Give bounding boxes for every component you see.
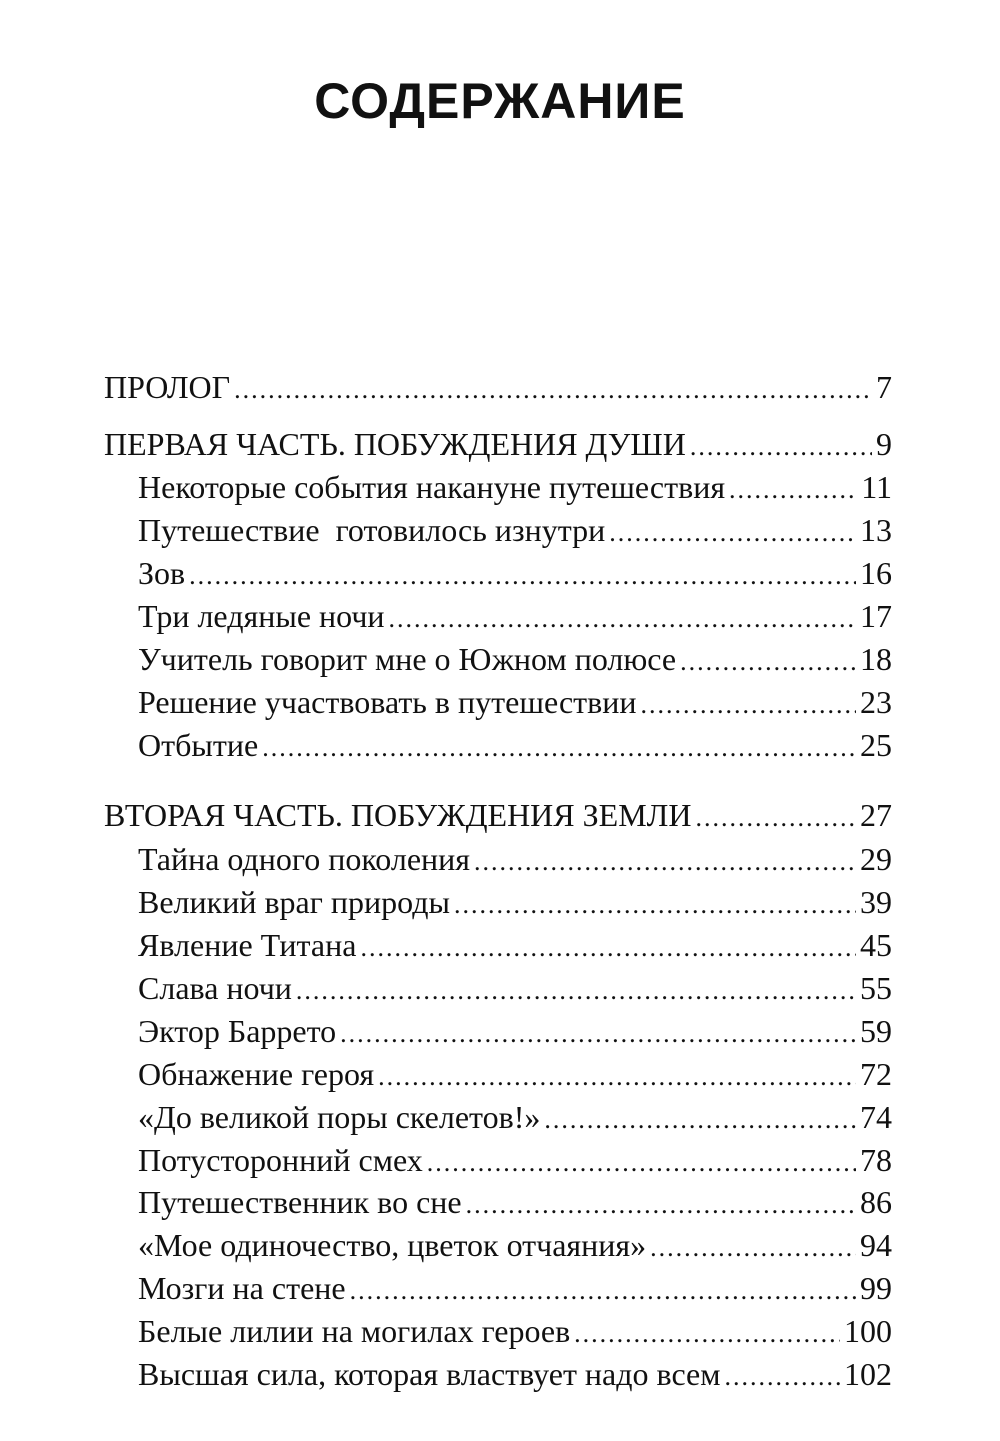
toc-entry-chapter [138,1141,892,1179]
toc-entry-chapter [138,840,892,878]
toc-entry-page: 13 [860,512,892,548]
toc-entry-page: 99 [860,1270,892,1306]
toc-entry-page: 9 [876,426,892,462]
toc-entry-page: 17 [860,598,892,634]
toc-entry-chapter [138,597,892,635]
dot-leader [544,1101,856,1139]
toc-entry-title: Отбытие [138,727,259,763]
toc-entry-title: Обнажение героя [138,1056,375,1092]
toc-entry-title: ПРОЛОГ [104,369,231,405]
dot-leader [474,843,856,881]
toc-entry-part [104,425,892,463]
dot-leader [454,886,856,924]
toc-entry-page: 78 [860,1142,892,1178]
toc-entry-chapter [138,1226,892,1264]
toc-entry-title: «До великой поры скелетов!» [138,1099,541,1135]
dot-leader [729,471,857,509]
dot-leader [378,1058,856,1096]
toc-entry-page: 45 [860,927,892,963]
toc-entry-title: Некоторые события накануне путешествия [138,469,726,505]
toc-entry-title: Тайна одного поколения [138,841,470,877]
toc-entry-part [104,368,892,406]
toc-entry-title: Явление Титана [138,927,357,963]
toc-entry-title: Белые лилии на могилах героев [138,1313,571,1349]
dot-leader [262,729,856,767]
dot-leader [574,1315,840,1353]
toc-entry-chapter [138,554,892,592]
toc-entry-page: 55 [860,970,892,1006]
toc-entry-chapter [138,969,892,1007]
dot-leader [695,799,856,837]
toc-entry-chapter [138,1269,892,1307]
dot-leader [340,1015,856,1053]
toc-entry-title: Путешествие готовилось изнутри [138,512,606,548]
toc-entry-chapter [138,1355,892,1393]
toc-entry-title: Путешественник во сне [138,1184,462,1220]
toc-entry-chapter [138,1312,892,1350]
toc-entry-page: 25 [860,727,892,763]
toc-entry-part [104,796,892,834]
toc-entry-chapter [138,1098,892,1136]
toc-entry-title: ПЕРВАЯ ЧАСТЬ. ПОБУЖДЕНИЯ ДУШИ [104,426,686,462]
toc-entry-chapter [138,726,892,764]
toc-entry-chapter [138,511,892,549]
toc-entry-title: Слава ночи [138,970,292,1006]
toc-entry-page: 100 [844,1313,892,1349]
toc-entry-title: Потусторонний смех [138,1142,423,1178]
toc-entry-chapter [138,1183,892,1221]
dot-leader [234,371,872,409]
dot-leader [690,428,872,466]
dot-leader [427,1144,856,1182]
toc-entry-page: 18 [860,641,892,677]
dot-leader [350,1272,856,1310]
toc-entry-page: 27 [860,797,892,833]
toc-entry-title: Учитель говорит мне о Южном полюсе [138,641,677,677]
toc-entry-chapter [138,468,892,506]
dot-leader [389,600,856,638]
toc-entry-page: 59 [860,1013,892,1049]
dot-leader [725,1358,841,1396]
toc-entry-page: 94 [860,1227,892,1263]
toc-entry-chapter [138,1055,892,1093]
toc-entry-page: 11 [861,469,892,505]
dot-leader [189,557,856,595]
toc-entry-page: 39 [860,884,892,920]
dot-leader [641,686,857,724]
toc-entry-chapter [138,683,892,721]
dot-leader [609,514,856,552]
dot-leader [680,643,856,681]
page-title: СОДЕРЖАНИЕ [314,73,686,129]
toc-entry-page: 74 [860,1099,892,1135]
toc-entry-chapter [138,926,892,964]
toc-entry-page: 7 [876,369,892,405]
dot-leader [296,972,856,1010]
toc-entry-title: Три ледяные ночи [138,598,385,634]
toc-entry-title: Решение участвовать в путешествии [138,684,637,720]
dot-leader [650,1229,856,1267]
toc-entry-title: Мозги на стене [138,1270,346,1306]
toc-entry-chapter [138,640,892,678]
toc-entry-chapter [138,883,892,921]
toc-entry-page: 16 [860,555,892,591]
dot-leader [466,1186,856,1224]
toc-entry-title: «Мое одиночество, цветок отчаяния» [138,1227,647,1263]
toc-entry-chapter [138,1012,892,1050]
toc-entry-title: Эктор Баррето [138,1013,337,1049]
dot-leader [360,929,856,967]
toc-entry-title: Высшая сила, которая властвует надо всем [138,1356,721,1392]
toc-entry-page: 29 [860,841,892,877]
toc-entry-title: ВТОРАЯ ЧАСТЬ. ПОБУЖДЕНИЯ ЗЕМЛИ [104,797,692,833]
toc-entry-page: 86 [860,1184,892,1220]
toc-entry-page: 72 [860,1056,892,1092]
toc-entry-page: 102 [844,1356,892,1392]
toc-entry-title: Великий враг природы [138,884,450,920]
toc-entry-title: Зов [138,555,186,591]
toc-entry-page: 23 [860,684,892,720]
